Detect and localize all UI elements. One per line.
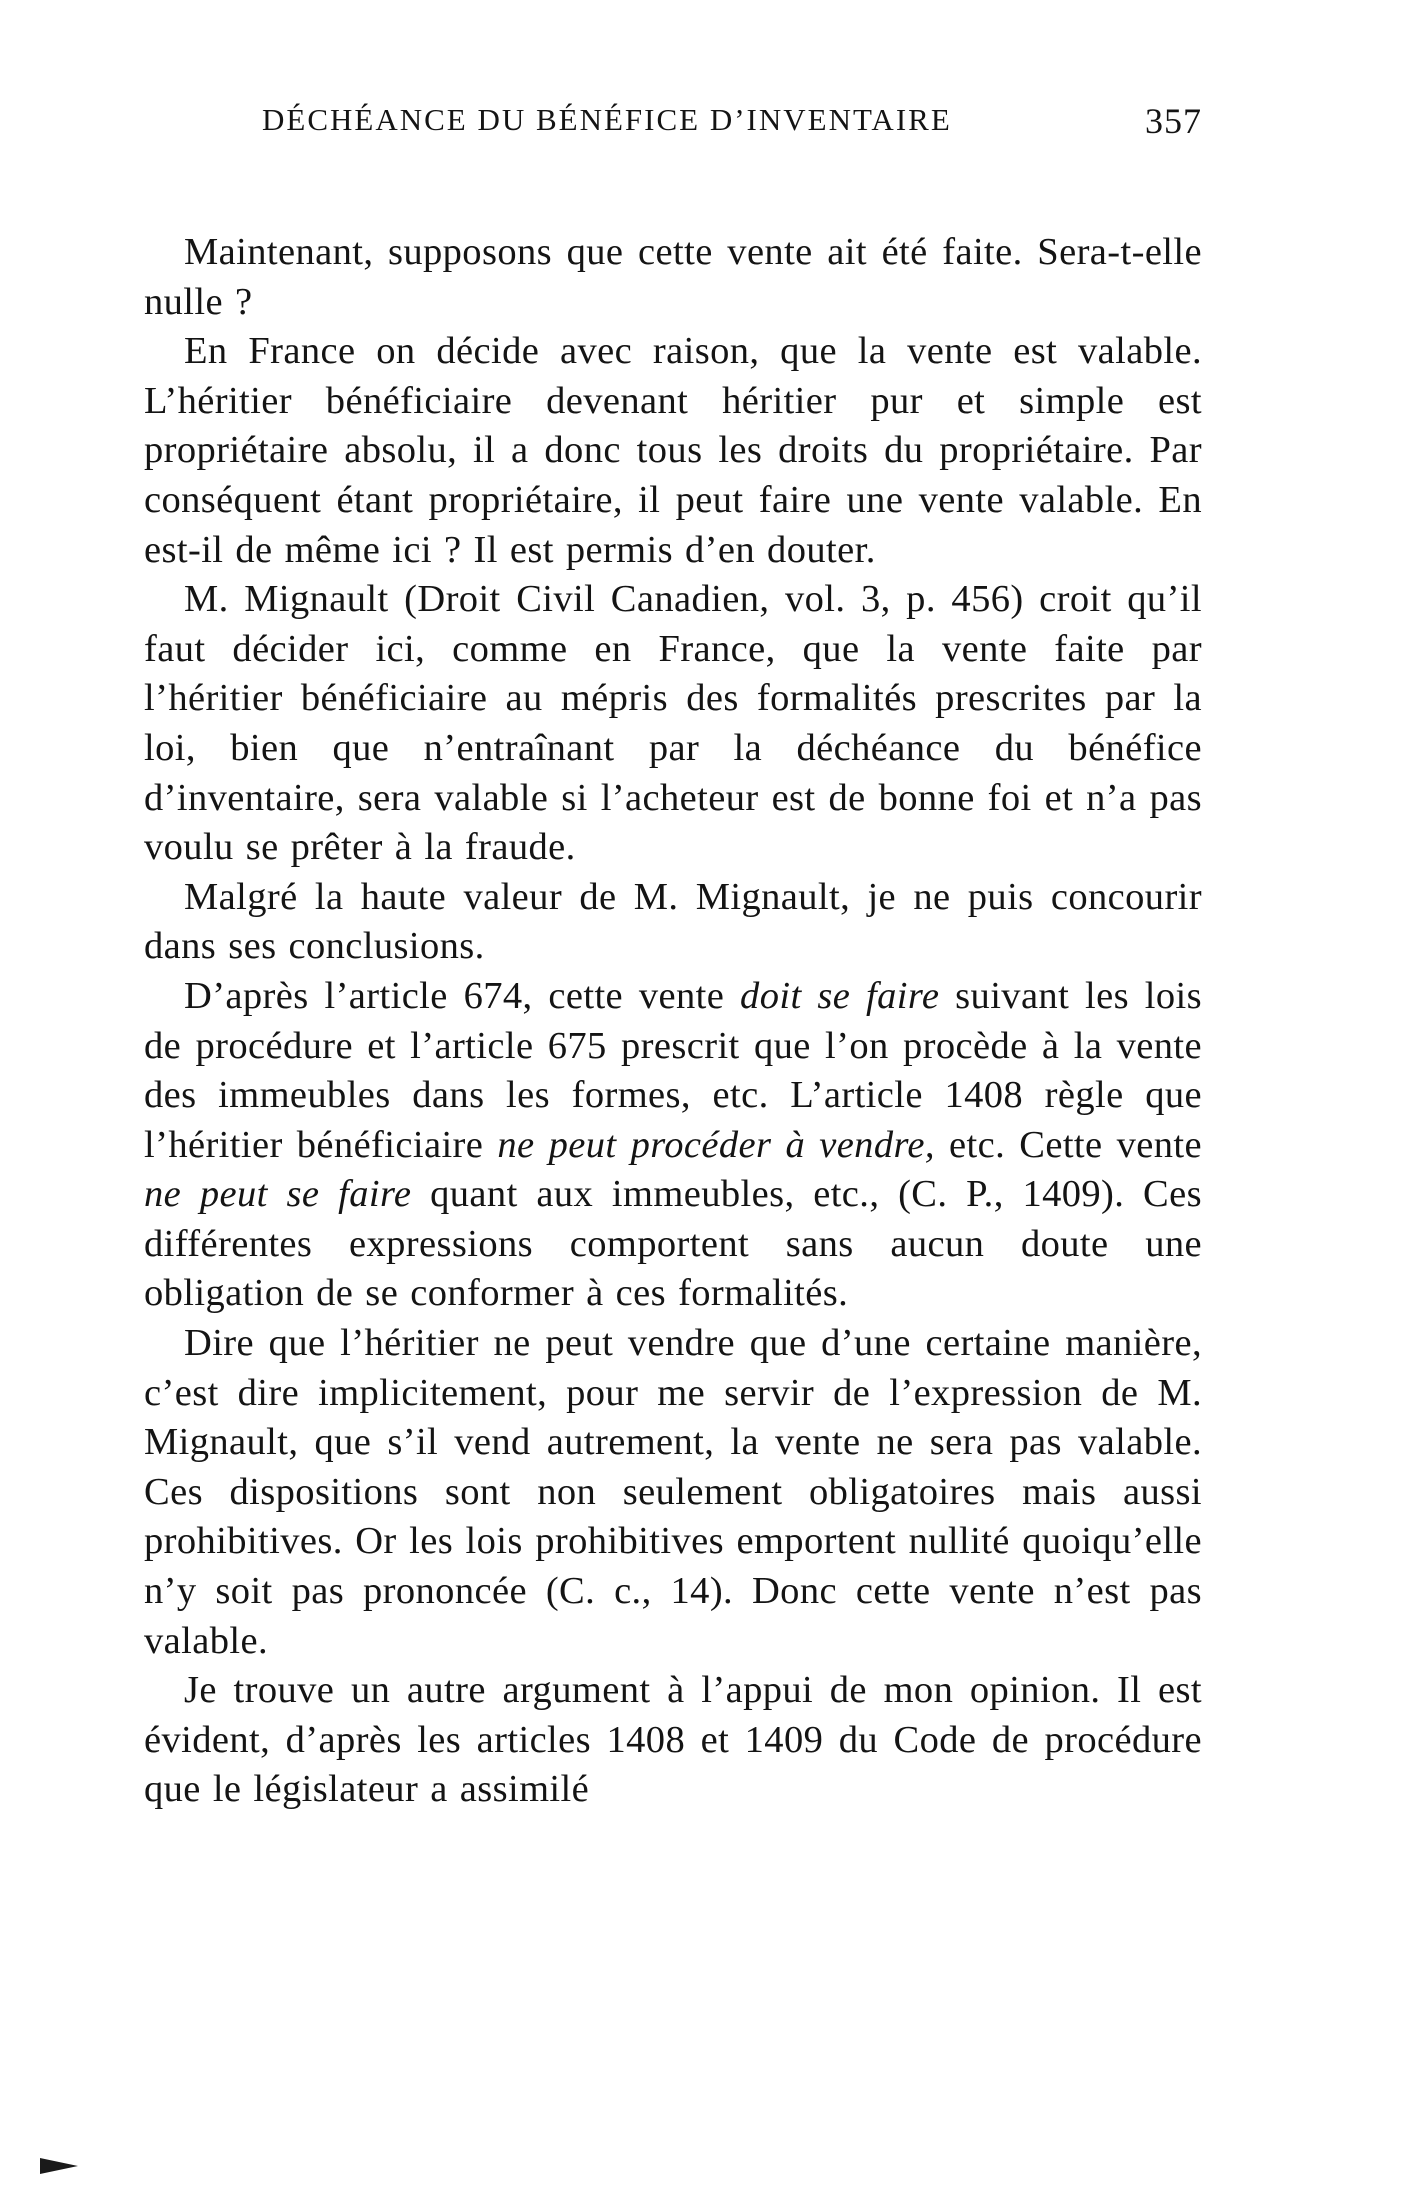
italic-phrase: ne peut procéder à vendre, xyxy=(497,1123,935,1166)
paragraph-5-text: etc. Cette vente xyxy=(934,1123,1202,1166)
document-page xyxy=(144,96,1202,1815)
paragraph-5-text: suivant les lois de procédure et l’article 675 prescrit que l’on procède à la vente des immeubles dans les formes, etc. L’article 1408 règle que l’héritier bénéficiaire xyxy=(144,974,1203,1166)
page-number: 357 xyxy=(1145,101,1202,141)
paragraph-3: M. Mignault (Droit Civil Canadien, vol. 3, p. 456) croit qu’il faut décider ici, comme en France, que la vente faite par l’héritier bénéficiaire au mépris des formalités prescrites par la loi, bien que n’entraînant par la déchéance du bénéfice d’inventaire, sera valable si l’acheteur est de bonne foi et n’a pas voulu se prêter à la fraude. xyxy=(144,578,1202,869)
paragraph-5-text: D’après l’article 674, cette vente xyxy=(184,974,741,1017)
paragraph-1: Maintenant, supposons que cette vente ait été faite. Sera-t-elle nulle ? xyxy=(144,231,1202,323)
paragraph-4: Malgré la haute valeur de M. Mignault, je ne puis concourir dans ses conclusions. xyxy=(144,875,1202,968)
paragraph-7: Je trouve un autre argument à l’appui de mon opinion. Il est évident, d’après les articles 1408 et 1409 du Code de procédure que le législateur a assimilé xyxy=(144,1669,1202,1811)
paragraph-6: Dire que l’héritier ne peut vendre que d’une certaine manière, c’est dire implicitement, pour me servir de l’expression de M. Mignault, que s’il vend autrement, la vente ne sera pas valable. Ces dispositions sont non seulement obligatoires mais aussi prohibitives. Or les lois prohibitives emportent nullité quoiqu’elle n’y soit pas prononcée (C. c., 14). Donc cette vente n’est pas valable. xyxy=(144,1322,1202,1662)
italic-phrase: doit se faire xyxy=(740,974,940,1017)
page-header xyxy=(144,96,1202,148)
running-title: DÉCHÉANCE DU BÉNÉFICE D’INVENTAIRE xyxy=(262,102,952,137)
paragraph-5 xyxy=(144,972,1202,1319)
body-text xyxy=(144,228,1202,1815)
italic-phrase: ne peut se faire xyxy=(144,1173,412,1216)
paragraph-5-text: quant aux immeubles, etc., (C. P., 1409). Ces différentes expressions comportent sans aucun doute une obligation de se conformer à ces formalités. xyxy=(144,1173,1202,1315)
margin-arrow-mark xyxy=(40,2158,78,2174)
paragraph-2: En France on décide avec raison, que la vente est valable. L’héritier bénéficiaire devenant héritier pur et simple est propriétaire absolu, il a donc tous les droits du propriétaire. Par conséquent étant propriétaire, il peut faire une vente valable. En est-il de même ici ? Il est permis d’en douter. xyxy=(144,330,1202,571)
